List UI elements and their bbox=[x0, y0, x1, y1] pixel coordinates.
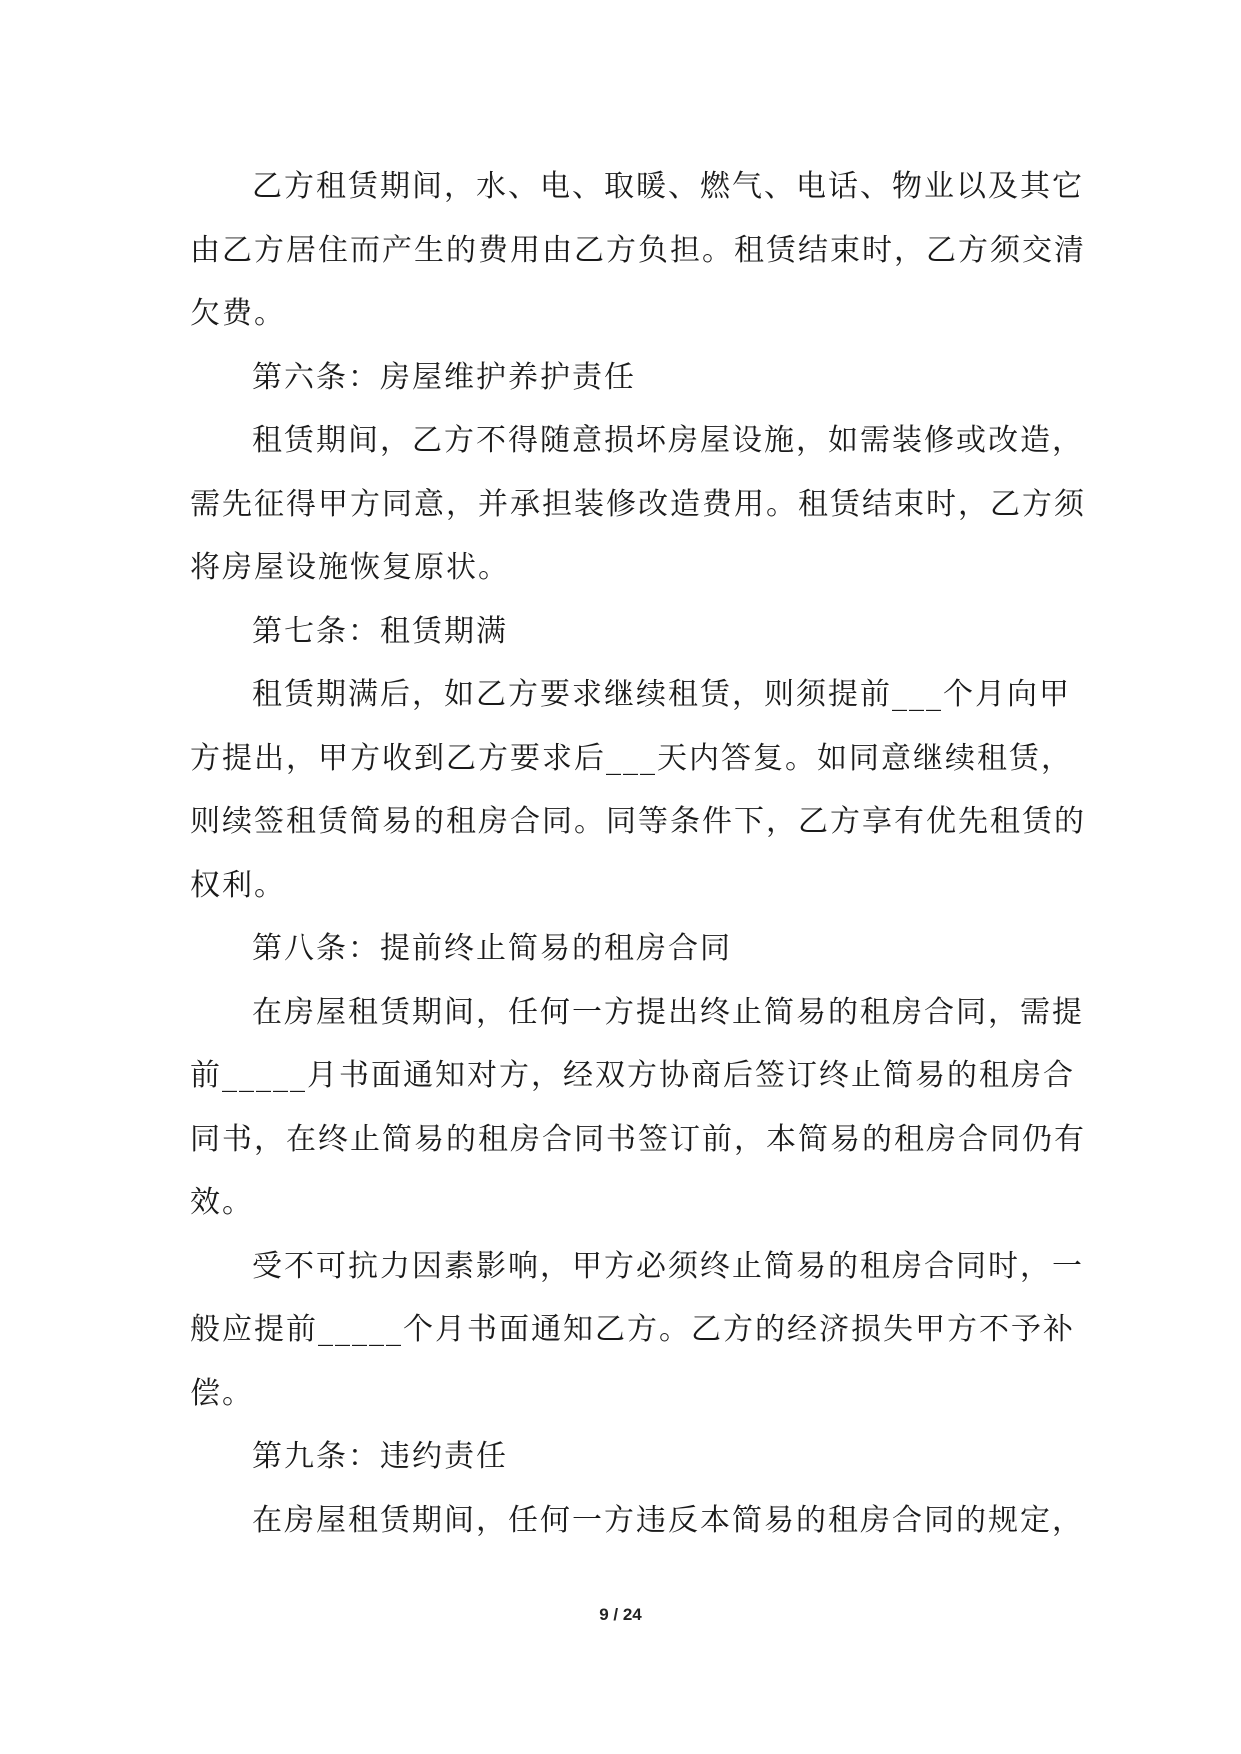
text-line: 偿。 bbox=[190, 1375, 254, 1411]
section-heading: 第九条：违约责任 bbox=[252, 1439, 508, 1474]
text-line: 则续签租赁简易的租房合同。同等条件下，乙方享有优先租赁的 bbox=[190, 804, 1086, 839]
section-heading: 第六条：房屋维护养护责任 bbox=[252, 359, 636, 395]
text-line: 受不可抗力因素影响，甲方必须终止简易的租房合同时，一 bbox=[252, 1248, 1084, 1284]
text-line: 需先征得甲方同意，并承担装修改造费用。租赁结束时，乙方须 bbox=[190, 486, 1086, 522]
section-heading: 第七条：租赁期满 bbox=[252, 613, 508, 649]
text-line: 由乙方居住而产生的费用由乙方负担。租赁结束时，乙方须交清 bbox=[190, 232, 1086, 268]
text-line: 方提出，甲方收到乙方要求后___天内答复。如同意继续租赁， bbox=[190, 740, 1073, 776]
text-line: 在房屋租赁期间，任何一方违反本简易的租房合同的规定， bbox=[252, 1502, 1084, 1538]
page-number: 9 / 24 bbox=[599, 1605, 642, 1624]
text-line: 般应提前_____个月书面通知乙方。乙方的经济损失甲方不予补 bbox=[190, 1312, 1075, 1347]
text-line: 租赁期满后，如乙方要求继续租赁，则须提前___个月向甲 bbox=[252, 677, 1071, 712]
document-body bbox=[190, 155, 1086, 1552]
text-line: 前_____月书面通知对方，经双方协商后签订终止简易的租房合 bbox=[190, 1058, 1075, 1093]
text-line: 乙方租赁期间，水、电、取暖、燃气、电话、物业以及其它 bbox=[252, 169, 1084, 204]
text-line: 将房屋设施恢复原状。 bbox=[190, 550, 510, 585]
text-line: 效。 bbox=[190, 1185, 254, 1220]
text-line: 同书，在终止简易的租房合同书签订前，本简易的租房合同仍有 bbox=[190, 1121, 1086, 1157]
text-line: 欠费。 bbox=[190, 296, 286, 331]
text-line: 租赁期间，乙方不得随意损坏房屋设施，如需装修或改造， bbox=[252, 423, 1084, 458]
text-line: 在房屋租赁期间，任何一方提出终止简易的租房合同，需提 bbox=[252, 994, 1084, 1030]
text-line: 权利。 bbox=[190, 867, 286, 903]
section-heading: 第八条：提前终止简易的租房合同 bbox=[252, 931, 732, 966]
